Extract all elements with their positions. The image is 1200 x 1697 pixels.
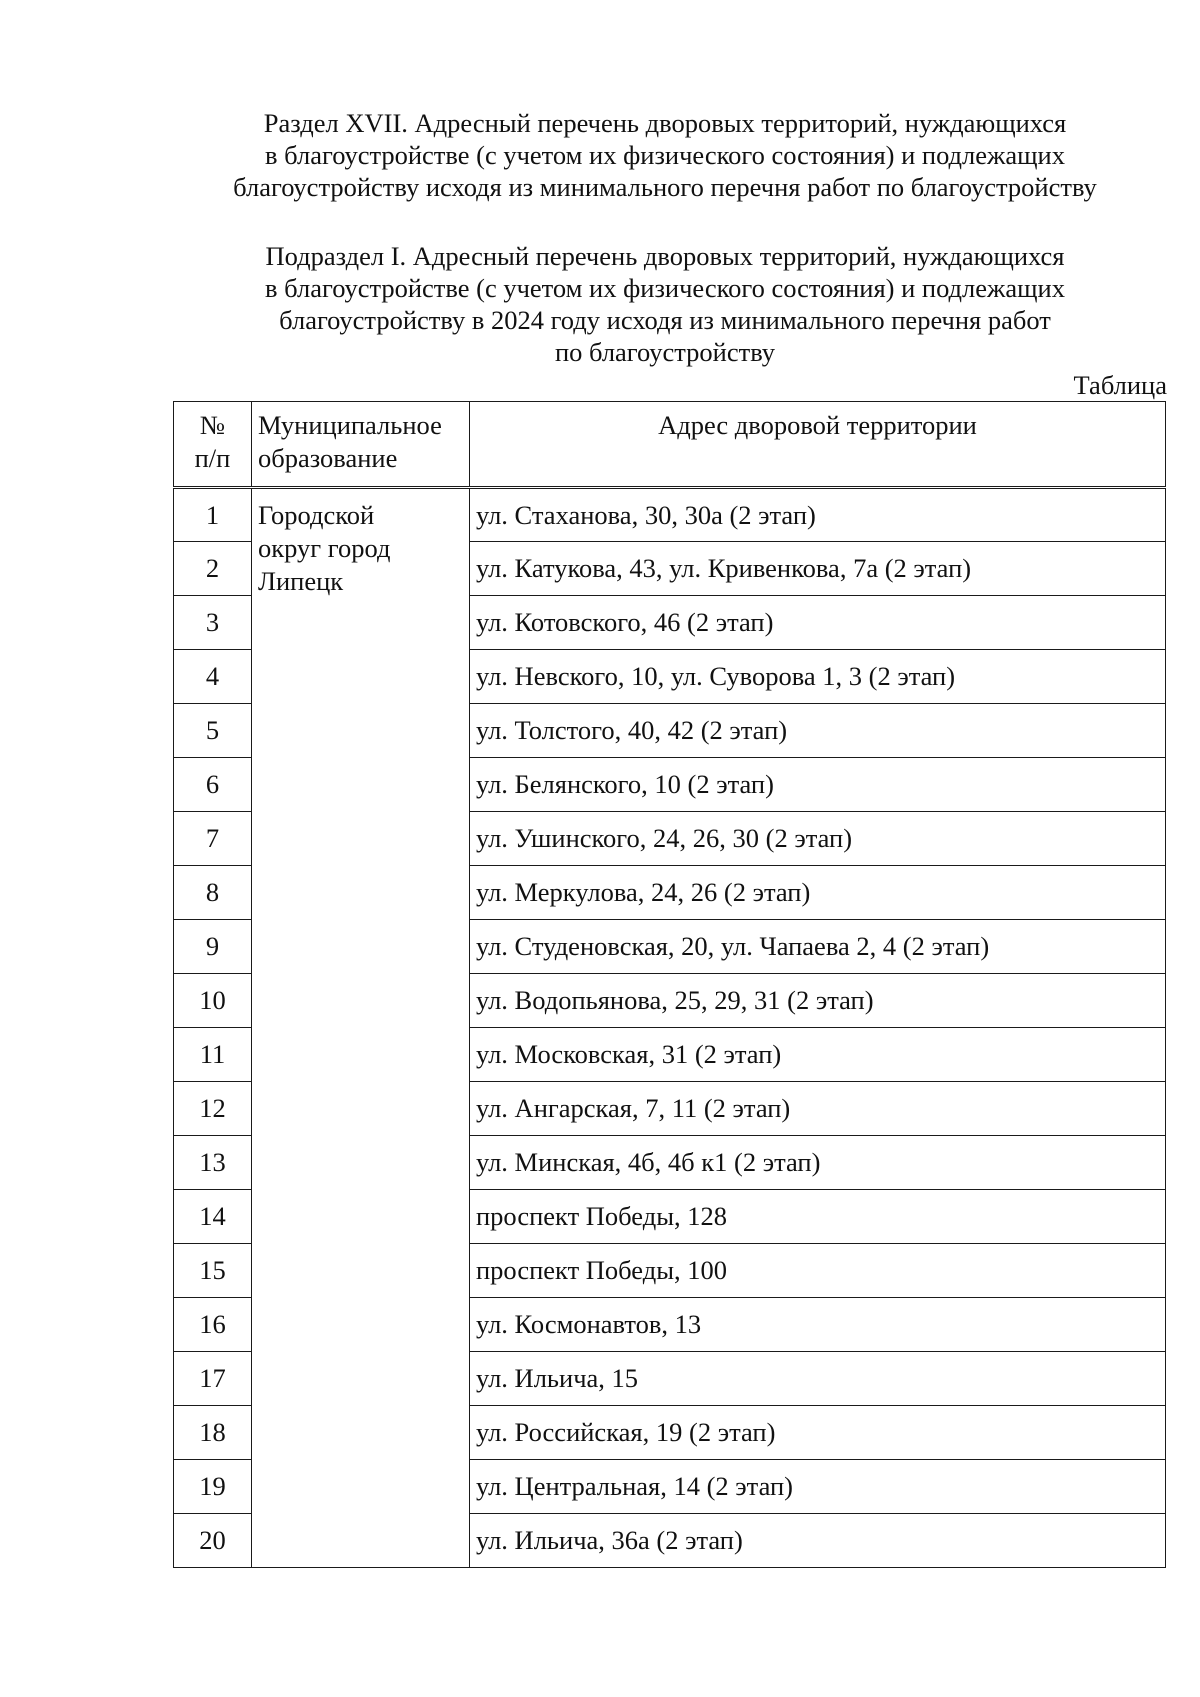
header-municipality-line: образование — [258, 443, 398, 473]
subsection-heading — [0, 240, 1200, 368]
header-municipality-line: Муниципальное — [258, 410, 442, 440]
row-number: 15 — [174, 1244, 252, 1298]
row-number: 12 — [174, 1082, 252, 1136]
row-address: ул. Стаханова, 30, 30а (2 этап) — [470, 488, 1166, 542]
section-heading-line: в благоустройстве (с учетом их физического состояния) и подлежащих — [265, 140, 1065, 170]
table-row — [174, 488, 1166, 542]
row-address: ул. Минская, 4б, 4б к1 (2 этап) — [470, 1136, 1166, 1190]
row-number: 20 — [174, 1514, 252, 1568]
row-address: ул. Толстого, 40, 42 (2 этап) — [470, 704, 1166, 758]
row-address: ул. Ангарская, 7, 11 (2 этап) — [470, 1082, 1166, 1136]
row-address: проспект Победы, 100 — [470, 1244, 1166, 1298]
row-number: 7 — [174, 812, 252, 866]
row-number: 18 — [174, 1406, 252, 1460]
row-number: 6 — [174, 758, 252, 812]
header-number-symbol: № — [199, 410, 226, 440]
table-body — [174, 488, 1166, 1568]
row-number: 14 — [174, 1190, 252, 1244]
row-address: ул. Ильича, 15 — [470, 1352, 1166, 1406]
row-address: ул. Российская, 19 (2 этап) — [470, 1406, 1166, 1460]
row-address: ул. Ушинского, 24, 26, 30 (2 этап) — [470, 812, 1166, 866]
row-address: ул. Студеновская, 20, ул. Чапаева 2, 4 (2 этап) — [470, 920, 1166, 974]
row-number: 4 — [174, 650, 252, 704]
address-table — [173, 401, 1166, 1568]
section-heading-line: благоустройству исходя из минимального перечня работ по благоустройству — [233, 172, 1097, 202]
row-number: 9 — [174, 920, 252, 974]
row-address: ул. Меркулова, 24, 26 (2 этап) — [470, 866, 1166, 920]
municipality-line: Городской — [258, 500, 375, 530]
table-caption: Таблица — [1073, 370, 1167, 400]
section-heading — [0, 107, 1200, 203]
header-number-abbr: п/п — [194, 443, 231, 473]
row-address: ул. Котовского, 46 (2 этап) — [470, 596, 1166, 650]
subsection-heading-line: Подраздел I. Адресный перечень дворовых территорий, нуждающихся — [265, 241, 1065, 271]
subsection-heading-line: по благоустройству — [554, 337, 776, 367]
header-number — [174, 402, 252, 488]
row-address: ул. Московская, 31 (2 этап) — [470, 1028, 1166, 1082]
municipality-line: округ город — [258, 533, 391, 563]
row-number: 19 — [174, 1460, 252, 1514]
row-number: 1 — [174, 488, 252, 542]
row-address: проспект Победы, 128 — [470, 1190, 1166, 1244]
row-number: 5 — [174, 704, 252, 758]
row-address: ул. Космонавтов, 13 — [470, 1298, 1166, 1352]
table-header-row — [174, 402, 1166, 488]
row-number: 8 — [174, 866, 252, 920]
subsection-heading-line: в благоустройстве (с учетом их физического состояния) и подлежащих — [265, 273, 1065, 303]
row-address: ул. Центральная, 14 (2 этап) — [470, 1460, 1166, 1514]
row-address: ул. Водопьянова, 25, 29, 31 (2 этап) — [470, 974, 1166, 1028]
row-address: ул. Катукова, 43, ул. Кривенкова, 7а (2 этап) — [470, 542, 1166, 596]
header-municipality — [252, 402, 470, 488]
municipality-line: Липецк — [258, 566, 344, 596]
row-address: ул. Белянского, 10 (2 этап) — [470, 758, 1166, 812]
header-address: Адрес дворовой территории — [470, 402, 1166, 488]
row-number: 3 — [174, 596, 252, 650]
row-number: 11 — [174, 1028, 252, 1082]
row-number: 2 — [174, 542, 252, 596]
row-number: 17 — [174, 1352, 252, 1406]
row-address: ул. Ильича, 36а (2 этап) — [470, 1514, 1166, 1568]
row-number: 16 — [174, 1298, 252, 1352]
subsection-heading-line: благоустройству в 2024 году исходя из минимального перечня работ — [279, 305, 1051, 335]
section-heading-line: Раздел XVII. Адресный перечень дворовых территорий, нуждающихся — [263, 108, 1067, 138]
row-number: 10 — [174, 974, 252, 1028]
row-number: 13 — [174, 1136, 252, 1190]
row-address: ул. Невского, 10, ул. Суворова 1, 3 (2 этап) — [470, 650, 1166, 704]
municipality-cell — [252, 488, 470, 1568]
